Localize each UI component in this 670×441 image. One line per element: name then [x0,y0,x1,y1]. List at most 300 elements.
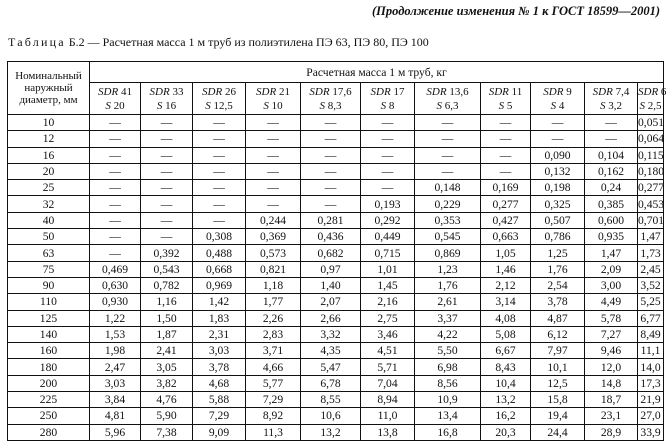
mass-cell: 21,9 [638,392,664,408]
mass-cell: — [361,147,415,163]
table-header-row [8,62,664,83]
mass-cell: — [193,196,246,212]
mass-cell: 3,82 [141,375,193,391]
mass-cell: 8,92 [246,408,301,424]
mass-cell: 5,88 [193,392,246,408]
mass-cell: — [90,163,141,179]
mass-cell: 33,9 [638,424,664,440]
diameter-cell: 250 [8,408,90,424]
mass-cell: — [246,115,301,131]
mass-cell: 10,4 [481,375,531,391]
mass-cell: 1,76 [415,277,481,293]
mass-cell: — [415,147,481,163]
diameter-cell: 25 [8,180,90,196]
sdr-column-header [638,83,667,115]
mass-cell: 9,46 [585,343,638,359]
mass-cell: 13,2 [301,424,361,440]
mass-cell: 2,16 [361,294,415,310]
mass-cell: 4,35 [301,343,361,359]
mass-cell: — [193,163,246,179]
mass-cell: — [246,131,301,147]
mass-cell: — [90,196,141,212]
s-value: S 10 [263,99,283,112]
mass-cell: 17,3 [638,375,664,391]
mass-cell: 6,77 [638,310,664,326]
mass-cell: 2,61 [415,294,481,310]
mass-cell: — [481,163,531,179]
sdr-column-header [246,83,301,115]
mass-cell: 5,25 [638,294,664,310]
mass-cell: 0,543 [141,261,193,277]
mass-cell: 1,77 [246,294,301,310]
mass-cell: 14,8 [585,375,638,391]
mass-cell: 6,67 [481,343,531,359]
mass-cell: 0,869 [415,245,481,261]
table-row [8,294,664,310]
document-header-note: (Продолжение изменения № 1 к ГОСТ 18599—2001) [371,4,660,18]
mass-cell: — [193,131,246,147]
mass-cell: 1,98 [90,343,141,359]
mass-cell: 6,78 [301,375,361,391]
mass-cell: 0,507 [531,212,585,228]
mass-cell: 7,29 [246,392,301,408]
mass-cell: — [531,131,585,147]
table-body [8,115,664,441]
mass-cell: — [585,115,638,131]
mass-group-header: Расчетная масса 1 м труб, кг [90,62,664,83]
sdr-column-header [361,83,415,115]
mass-cell: 0,969 [193,277,246,293]
mass-cell: 8,43 [481,359,531,375]
caption-label: Таблица [8,35,66,49]
table-row [8,261,664,277]
mass-cell: 6,98 [415,359,481,375]
mass-cell: 0,935 [585,229,638,245]
mass-cell: — [193,147,246,163]
diameter-cell: 90 [8,277,90,293]
diameter-cell: 140 [8,326,90,342]
mass-cell: 1,87 [141,326,193,342]
mass-cell: 0,064 [638,132,665,146]
mass-cell: 5,50 [415,343,481,359]
sdr-value: SDR 7,4 [592,85,630,98]
mass-cell: 2,26 [246,310,301,326]
mass-cell: 16,2 [481,408,531,424]
table-row [8,310,664,326]
mass-cell: 11,3 [246,424,301,440]
mass-cell: — [141,229,193,245]
mass-cell: 0,198 [531,180,585,196]
mass-cell: — [481,131,531,147]
sdr-value: SDR 13,6 [426,85,469,98]
mass-cell: 0,277 [481,196,531,212]
mass-cell: 5,96 [90,424,141,440]
mass-cell: 2,54 [531,277,585,293]
table-row [8,212,664,228]
table-row [8,375,664,391]
mass-cell: — [193,115,246,131]
mass-cell: — [585,131,638,147]
mass-cell: — [141,196,193,212]
mass-cell: 2,47 [90,359,141,375]
mass-cell: 6,12 [531,326,585,342]
caption-text: — Расчетная масса 1 м труб из полиэтилена ПЭ 63, ПЭ 80, ПЭ 100 [87,35,429,49]
sdr-value: SDR 26 [202,85,236,98]
mass-cell: 1,18 [246,277,301,293]
table-row [8,359,664,375]
diameter-cell: 16 [8,147,90,163]
diameter-header-line: Номинальный [15,70,82,82]
sdr-value: SDR 33 [149,85,184,98]
mass-cell: 0,782 [141,277,193,293]
mass-cell: 8,49 [638,326,664,342]
mass-cell: 2,12 [481,277,531,293]
mass-cell: 0,488 [193,245,246,261]
mass-cell: 3,78 [531,294,585,310]
table-row [8,115,664,131]
diameter-cell: 75 [8,261,90,277]
sdr-column-header [193,83,246,115]
mass-cell: — [193,212,246,228]
diameter-header-line: наружный [24,82,73,94]
pipe-mass-table [7,61,667,441]
mass-cell: 0,930 [90,294,141,310]
mass-cell: 0,115 [638,148,664,162]
mass-cell: 0,630 [90,277,141,293]
table-caption [8,35,429,50]
sdr-column-header [585,83,638,115]
mass-cell: — [246,180,301,196]
mass-cell: 2,45 [638,261,664,277]
mass-cell: 3,52 [638,277,664,293]
s-value: S 3,2 [600,99,622,112]
mass-cell: 4,66 [246,359,301,375]
mass-cell: 7,38 [141,424,193,440]
mass-cell: 0,244 [246,212,301,228]
mass-cell: 11,0 [361,408,415,424]
diameter-cell: 180 [8,359,90,375]
sdr-column-header [90,83,141,115]
mass-cell: 0,786 [531,229,585,245]
mass-cell: 1,53 [90,326,141,342]
mass-cell: 5,77 [246,375,301,391]
table-row [8,147,664,163]
mass-cell: 9,09 [193,424,246,440]
mass-cell: 0,392 [141,245,193,261]
mass-cell: — [415,115,481,131]
mass-cell: — [301,115,361,131]
mass-cell: 1,05 [481,245,531,261]
s-value: S 16 [156,99,177,112]
mass-cell: 1,40 [301,277,361,293]
mass-cell: 12,5 [531,375,585,391]
mass-cell: 4,22 [415,326,481,342]
mass-cell: 4,08 [481,310,531,326]
mass-cell: 4,81 [90,408,141,424]
diameter-cell: 12 [8,131,90,147]
mass-cell: 3,37 [415,310,481,326]
mass-cell: — [361,115,415,131]
mass-cell: 4,51 [361,343,415,359]
s-value: S 5 [498,99,513,112]
mass-cell: 27,0 [638,408,664,424]
mass-cell: 0,469 [90,261,141,277]
mass-cell: 1,25 [531,245,585,261]
mass-cell: 19,4 [531,408,585,424]
mass-cell: 7,04 [361,375,415,391]
table-row [8,196,664,212]
mass-cell: 2,41 [141,343,193,359]
diameter-cell: 63 [8,245,90,261]
mass-cell: 5,78 [585,310,638,326]
diameter-cell: 20 [8,163,90,179]
mass-cell: 0,325 [531,196,585,212]
mass-cell: 18,7 [585,392,638,408]
diameter-cell: 32 [8,196,90,212]
mass-cell: 5,71 [361,359,415,375]
mass-cell: — [361,131,415,147]
sdr-value: SDR 6 [638,85,667,98]
sdr-value: SDR 21 [256,85,290,98]
mass-cell: 0,427 [481,212,531,228]
diameter-cell: 40 [8,212,90,228]
mass-cell: 11,1 [638,343,664,359]
mass-cell: 0,162 [585,163,638,179]
mass-cell: 1,47 [585,245,638,261]
s-value: S 20 [105,99,125,112]
mass-cell: 0,97 [301,261,361,277]
mass-cell: 0,229 [415,196,481,212]
mass-cell: — [90,245,141,261]
mass-cell: 0,132 [531,163,585,179]
mass-cell: 0,668 [193,261,246,277]
mass-cell: 0,715 [361,245,415,261]
mass-cell: 4,49 [585,294,638,310]
mass-cell: 0,701 [638,213,665,227]
mass-cell: 0,449 [361,229,415,245]
mass-cell: 24,4 [531,424,585,440]
mass-cell: 1,16 [141,294,193,310]
mass-cell: — [90,147,141,163]
s-value: S 12,5 [205,99,233,112]
sdr-header-row [8,83,664,115]
mass-cell: — [301,147,361,163]
sdr-column-header [141,83,193,115]
diameter-cell: 280 [8,424,90,440]
mass-cell: — [246,147,301,163]
mass-cell: 0,369 [246,229,301,245]
mass-cell: 0,308 [193,229,246,245]
mass-cell: — [141,180,193,196]
diameter-cell: 225 [8,392,90,408]
sdr-value: SDR 9 [543,85,572,98]
mass-cell: 23,1 [585,408,638,424]
mass-cell: — [246,196,301,212]
mass-cell: 2,07 [301,294,361,310]
diameter-cell: 160 [8,343,90,359]
mass-cell: — [301,196,361,212]
mass-cell: 0,277 [638,181,665,195]
mass-cell: 7,29 [193,408,246,424]
mass-cell: 8,94 [361,392,415,408]
sdr-value: SDR 11 [488,85,523,98]
mass-cell: — [141,115,193,131]
mass-cell: 0,453 [638,197,665,211]
mass-cell: 3,00 [585,277,638,293]
diameter-cell: 200 [8,375,90,391]
sdr-value: SDR 17,6 [309,85,352,98]
mass-cell: 3,05 [141,359,193,375]
diameter-cell: 10 [8,115,90,131]
s-value: S 8,3 [319,99,342,112]
caption-number: Б.2 [68,35,85,49]
mass-cell: 0,104 [585,147,638,163]
sdr-value: SDR 41 [98,85,132,98]
mass-cell: 0,353 [415,212,481,228]
s-value: S 8 [380,99,395,112]
mass-cell: 1,76 [531,261,585,277]
mass-cell: 1,23 [415,261,481,277]
s-value: S 2,5 [639,99,662,112]
diameter-cell: 110 [8,294,90,310]
mass-cell: 15,8 [531,392,585,408]
mass-cell: 1,45 [361,277,415,293]
mass-cell: 4,76 [141,392,193,408]
mass-cell: — [246,163,301,179]
mass-cell: 1,22 [90,310,141,326]
table-row [8,343,664,359]
sdr-column-header [301,83,361,115]
mass-cell: 0,281 [301,212,361,228]
mass-cell: 20,3 [481,424,531,440]
s-value: S 4 [550,99,565,112]
sdr-value: SDR 17 [370,85,405,98]
diameter-cell: 50 [8,229,90,245]
mass-cell: 28,9 [585,424,638,440]
mass-cell: — [141,147,193,163]
mass-cell: 0,600 [585,212,638,228]
mass-cell: — [481,115,531,131]
mass-cell: 3,78 [193,359,246,375]
mass-cell: 0,148 [415,180,481,196]
table-row [8,245,664,261]
table-row [8,326,664,342]
mass-cell: — [90,212,141,228]
mass-cell: 16,8 [415,424,481,440]
table-row [8,277,664,293]
mass-cell: 10,9 [415,392,481,408]
mass-cell: 0,663 [481,229,531,245]
mass-cell: 5,08 [481,326,531,342]
mass-cell: — [90,229,141,245]
mass-cell: — [141,131,193,147]
table-row [8,392,664,408]
mass-cell: 13,8 [361,424,415,440]
mass-cell: 1,46 [481,261,531,277]
mass-cell: — [481,147,531,163]
mass-cell: 0,169 [481,180,531,196]
table-row [8,408,664,424]
mass-cell: 2,83 [246,326,301,342]
table-row [8,229,664,245]
mass-cell: 0,090 [531,147,585,163]
mass-cell: 1,42 [193,294,246,310]
mass-cell: 0,385 [585,196,638,212]
mass-cell: — [90,131,141,147]
mass-cell: 4,68 [193,375,246,391]
mass-cell: 0,193 [361,196,415,212]
mass-cell: 2,75 [361,310,415,326]
mass-cell: 1,01 [361,261,415,277]
mass-cell: 4,87 [531,310,585,326]
mass-cell: 7,97 [531,343,585,359]
mass-cell: 0,24 [585,180,638,196]
mass-cell: 1,83 [193,310,246,326]
mass-cell: 3,71 [246,343,301,359]
mass-cell: 3,03 [90,375,141,391]
diameter-cell: 125 [8,310,90,326]
sdr-column-header [415,83,481,115]
mass-cell: 2,31 [193,326,246,342]
mass-cell: — [301,131,361,147]
mass-cell: 3,14 [481,294,531,310]
mass-cell: 8,56 [415,375,481,391]
mass-cell: 0,180 [638,165,665,179]
mass-cell: — [141,212,193,228]
mass-cell: 7,27 [585,326,638,342]
sdr-column-header [531,83,585,115]
mass-cell: — [141,163,193,179]
mass-cell: — [193,180,246,196]
mass-cell: 0,051 [638,116,665,130]
mass-cell: — [531,115,585,131]
s-value: S 6,3 [436,99,459,112]
table-row [8,163,664,179]
mass-cell: 0,436 [301,229,361,245]
mass-cell: 13,4 [415,408,481,424]
mass-cell: 14,0 [638,359,664,375]
mass-cell: — [361,163,415,179]
table-row [8,180,664,196]
mass-cell: 0,292 [361,212,415,228]
mass-cell: 5,47 [301,359,361,375]
mass-cell: — [90,115,141,131]
mass-cell: 10,6 [301,408,361,424]
mass-cell: — [90,180,141,196]
mass-cell: 0,573 [246,245,301,261]
mass-cell: 0,821 [246,261,301,277]
sdr-column-header [481,83,531,115]
diameter-column-header [8,62,90,115]
mass-cell: 0,682 [301,245,361,261]
mass-cell: 1,73 [638,245,664,261]
table-row [8,424,664,440]
table-row [8,131,664,147]
mass-cell: 3,84 [90,392,141,408]
mass-cell: 1,50 [141,310,193,326]
mass-cell: 10,1 [531,359,585,375]
mass-cell: 0,545 [415,229,481,245]
mass-cell: 3,46 [361,326,415,342]
mass-cell: — [301,163,361,179]
mass-cell: 13,2 [481,392,531,408]
mass-cell: — [361,180,415,196]
mass-cell: — [301,180,361,196]
mass-cell: 12,0 [585,359,638,375]
mass-cell: 2,66 [301,310,361,326]
mass-cell: — [415,163,481,179]
mass-cell: 3,32 [301,326,361,342]
